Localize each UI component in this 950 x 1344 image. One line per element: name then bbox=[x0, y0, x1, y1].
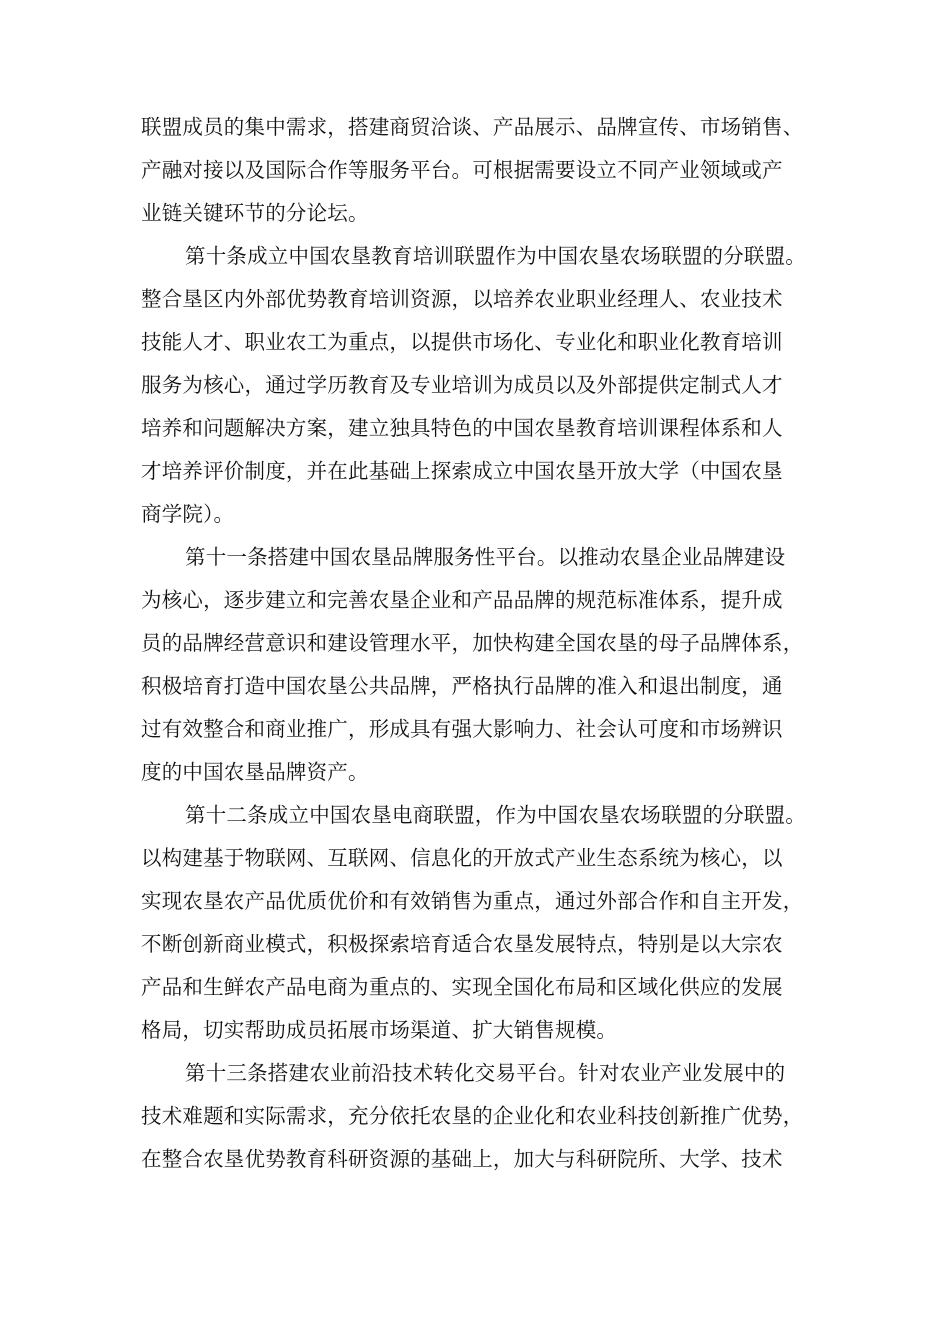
text-line: 联盟成员的集中需求，搭建商贸洽谈、产品展示、品牌宣传、市场销售、 bbox=[141, 115, 804, 139]
text-line: 产品和生鲜农产品电商为重点的、实现全国化布局和区域化供应的发展 bbox=[141, 975, 783, 999]
paragraph-article-13 bbox=[141, 1052, 821, 1181]
paragraph-continued bbox=[141, 106, 821, 235]
text-line: 业链关键环节的分论坛。 bbox=[141, 201, 369, 225]
text-line: 为核心，逐步建立和完善农垦企业和产品品牌的规范标准体系，提升成 bbox=[141, 588, 783, 612]
text-line: 技术难题和实际需求，充分依托农垦的企业化和农业科技创新推广优势， bbox=[141, 1104, 804, 1128]
text-line: 产融对接以及国际合作等服务平台。可根据需要设立不同产业领域或产 bbox=[141, 158, 783, 182]
text-line: 商学院）。 bbox=[141, 502, 235, 526]
text-line: 实现农垦农产品优质优价和有效销售为重点，通过外部合作和自主开发， bbox=[141, 889, 804, 913]
text-line: 培养和问题解决方案，建立独具特色的中国农垦教育培训课程体系和人 bbox=[141, 416, 783, 440]
text-line: 以构建基于物联网、互联网、信息化的开放式产业生态系统为核心，以 bbox=[141, 846, 783, 870]
text-line: 在整合农垦优势教育科研资源的基础上，加大与科研院所、大学、技术 bbox=[141, 1147, 783, 1171]
text-line: 员的品牌经营意识和建设管理水平，加快构建全国农垦的母子品牌体系， bbox=[141, 631, 804, 655]
text-line: 第十三条搭建农业前沿技术转化交易平台。针对农业产业发展中的 bbox=[185, 1061, 786, 1085]
text-line: 整合垦区内外部优势教育培训资源，以培养农业职业经理人、农业技术 bbox=[141, 287, 783, 311]
paragraph-article-11 bbox=[141, 536, 821, 794]
text-line: 才培养评价制度，并在此基础上探索成立中国农垦开放大学（中国农垦 bbox=[141, 459, 783, 483]
text-line: 过有效整合和商业推广，形成具有强大影响力、社会认可度和市场辨识 bbox=[141, 717, 783, 741]
document-body bbox=[141, 106, 821, 1181]
paragraph-article-10 bbox=[141, 235, 821, 536]
text-line: 第十一条搭建中国农垦品牌服务性平台。以推动农垦企业品牌建设 bbox=[185, 545, 786, 569]
text-line: 第十二条成立中国农垦电商联盟，作为中国农垦农场联盟的分联盟。 bbox=[185, 803, 806, 827]
text-line: 度的中国农垦品牌资产。 bbox=[141, 760, 369, 784]
text-line: 技能人才、职业农工为重点，以提供市场化、专业化和职业化教育培训 bbox=[141, 330, 783, 354]
text-line: 不断创新商业模式，积极探索培育适合农垦发展特点，特别是以大宗农 bbox=[141, 932, 783, 956]
text-line: 第十条成立中国农垦教育培训联盟作为中国农垦农场联盟的分联盟。 bbox=[185, 244, 806, 268]
text-line: 格局，切实帮助成员拓展市场渠道、扩大销售规模。 bbox=[141, 1018, 618, 1042]
text-line: 积极培育打造中国农垦公共品牌，严格执行品牌的准入和退出制度，通 bbox=[141, 674, 783, 698]
paragraph-article-12 bbox=[141, 794, 821, 1052]
text-line: 服务为核心，通过学历教育及专业培训为成员以及外部提供定制式人才 bbox=[141, 373, 783, 397]
